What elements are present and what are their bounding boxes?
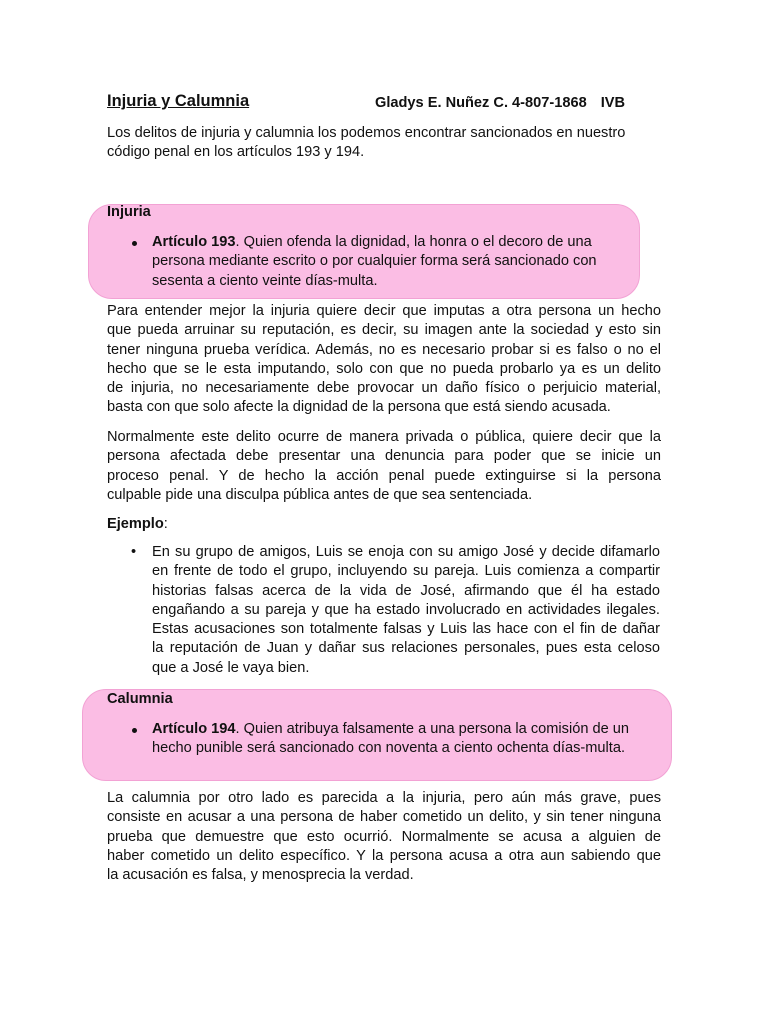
paragraph-line: persona afectada debe presentar una denuncia para poder que se inicie un xyxy=(107,448,661,465)
paragraph-line: culpable pide una disculpa pública antes de que sea sentenciada. xyxy=(107,486,533,503)
paragraph-line: La calumnia por otro lado es parecida a la injuria, pero aún más grave, pues xyxy=(107,790,661,806)
paragraph-line: Normalmente este delito ocurre de manera privada o pública, quiere decir que la xyxy=(107,429,661,445)
article-194 xyxy=(152,720,657,759)
paragraph-line: prueba que demuestre que esto ocurrió. Normalmente se acusa a alguien de xyxy=(107,828,661,845)
article-193-text: . Quien ofenda la dignidad, la honra o el decoro de una persona mediante escrito o por cualquier forma será sancionado con sesenta a ciento veinte días-multa. xyxy=(152,234,597,289)
injuria-paragraph-2 xyxy=(107,428,661,505)
injuria-highlight-box xyxy=(88,204,640,299)
article-193 xyxy=(152,233,617,291)
article-194-label: Artículo 194 xyxy=(152,721,236,737)
document-title: Injuria y Calumnia xyxy=(107,92,250,110)
paragraph-line: historias falsas acerca de la vida de José, afirmando que él ha estado xyxy=(152,582,660,599)
paragraph-line: consiste en acusar a una persona de haber cometido un delito, y sin tener ninguna xyxy=(107,809,661,826)
author-line xyxy=(375,94,625,113)
paragraph-line: de injuria, no necesariamente debe provocar un daño físico o perjuicio material, xyxy=(107,380,661,397)
author-name: Gladys E. Nuñez C. 4-807-1868 xyxy=(375,95,587,111)
paragraph-line: hecho que se le esta imputando, solo con que no pueda probarlo ya es un delito xyxy=(107,360,661,377)
injuria-paragraph-1 xyxy=(107,302,661,418)
example-text xyxy=(152,543,660,678)
example-colon: : xyxy=(163,516,168,532)
intro-paragraph: Los delitos de injuria y calumnia los podemos encontrar sancionados en nuestro código penal en los artículos 193 y 194. xyxy=(107,125,626,161)
calumnia-heading: Calumnia xyxy=(107,691,173,707)
paragraph-line: basta con que solo afecte la dignidad de la persona que está siendo acusada. xyxy=(107,399,611,416)
article-193-label: Artículo 193 xyxy=(152,234,236,250)
paragraph-line: proceso penal. Y de hecho la acción penal puede extinguirse si la persona xyxy=(107,467,661,484)
injuria-heading: Injuria xyxy=(107,204,151,220)
example-heading-text: Ejemplo xyxy=(107,516,164,532)
paragraph-line: la reputación de Juan y dañar sus relaciones personales, pues esta celoso xyxy=(152,640,660,657)
group-code: IVB xyxy=(600,95,626,111)
paragraph-line: que a José le vaya bien. xyxy=(152,659,310,676)
paragraph-line: en frente de todo el grupo, incluyendo su pareja. Luis comienza a compartir xyxy=(152,563,660,580)
paragraph-line: Estas acusaciones son totalmente falsas y Luis las hace con el fin de dañar xyxy=(152,621,660,638)
paragraph-line: la acusación es falsa, y menosprecia la verdad. xyxy=(107,867,414,884)
bullet-icon xyxy=(132,728,137,733)
calumnia-paragraph xyxy=(107,789,661,885)
paragraph-line: En su grupo de amigos, Luis se enoja con su amigo José y decide difamarlo xyxy=(152,544,660,560)
article-194-text: . Quien atribuya falsamente a una persona la comisión de un hecho punible será sancionado con noventa a ciento ochenta días-multa. xyxy=(152,721,630,757)
example-heading xyxy=(107,515,168,534)
paragraph-line: engañando a su pareja y que ha estado involucrado en actividades ilegales. xyxy=(152,601,660,618)
paragraph-line: haber cometido un delito específico. Y la persona acusa a otra aun sabiendo que xyxy=(107,847,661,864)
bullet-icon: • xyxy=(131,544,137,560)
paragraph-line: Para entender mejor la injuria quiere decir que imputas a otra persona un hecho xyxy=(107,303,661,319)
paragraph-line: que pueda arruinar su reputación, es decir, su imagen ante la sociedad y esto sin xyxy=(107,322,661,339)
paragraph-line: tener ninguna prueba verídica. Además, no es necesario probar si es falso o no el xyxy=(107,341,661,358)
bullet-icon xyxy=(132,241,137,246)
calumnia-highlight-box xyxy=(82,689,672,781)
